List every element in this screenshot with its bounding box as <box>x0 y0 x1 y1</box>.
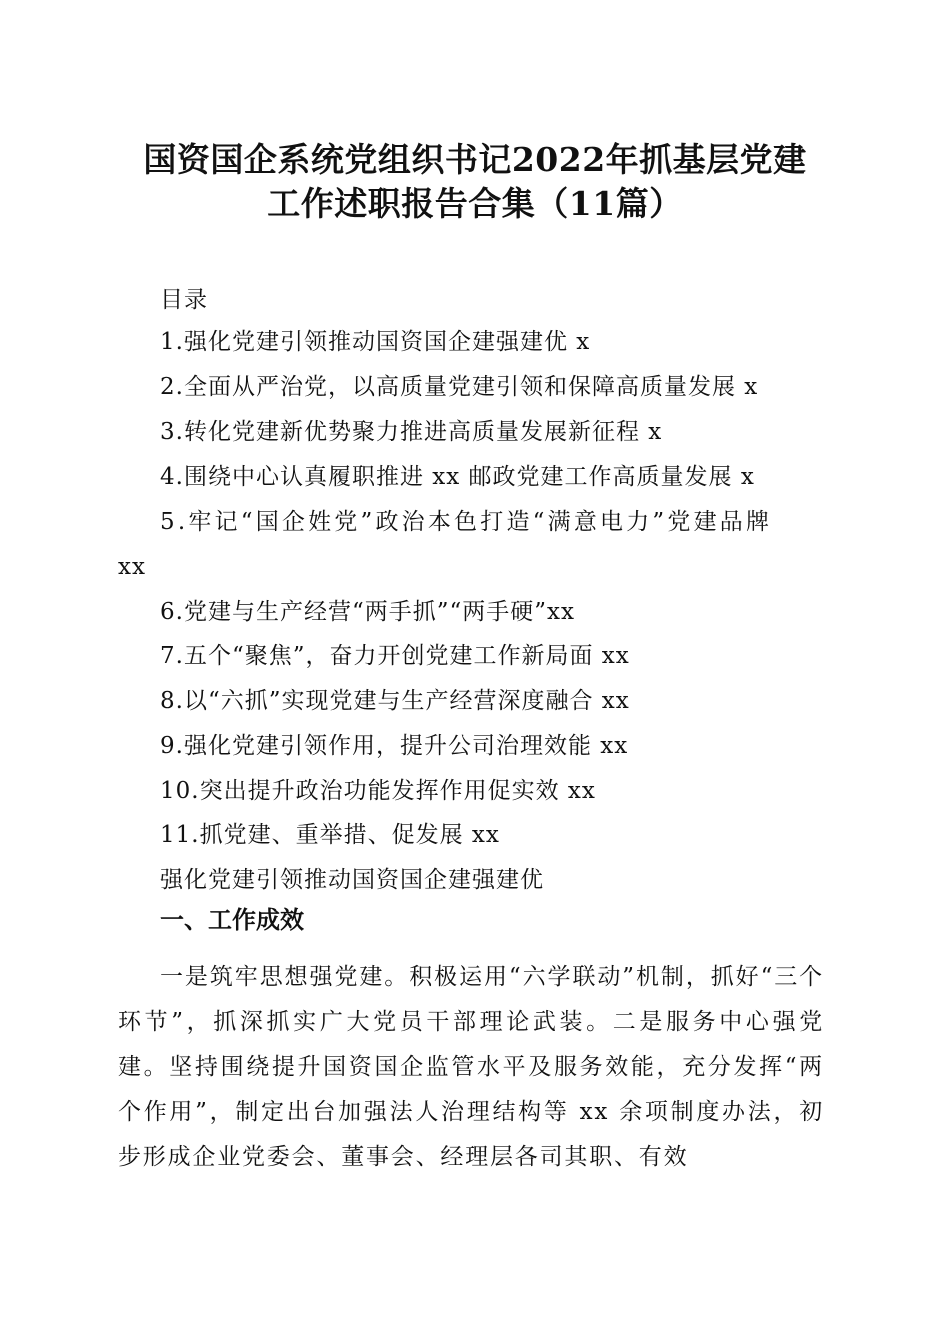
toc-heading: 目录 <box>160 287 208 313</box>
body-paragraph-block <box>118 955 824 1180</box>
section-heading: 一、工作成效 <box>160 906 304 934</box>
toc-item: 4.围绕中心认真履职推进 xx 邮政党建工作高质量发展 x <box>160 464 755 490</box>
document-title-line2: 工作述职报告合集（11篇） <box>267 184 683 223</box>
toc-item: 3.转化党建新优势聚力推进高质量发展新征程 x <box>160 419 663 445</box>
toc-item: 2.全面从严治党，以高质量党建引领和保障高质量发展 x <box>160 374 759 400</box>
document-title-line1: 国资国企系统党组织书记2022年抓基层党建 <box>143 140 807 179</box>
toc-item: 11.抓党建、重举措、促发展 xx <box>160 822 500 848</box>
toc-item: 6.党建与生产经营“两手抓”“两手硬”xx <box>160 599 575 625</box>
body-paragraph: 一是筑牢思想强党建。积极运用“六学联动”机制，抓好“三个环节”，抓深抓实广大党员干部理论武装。二是服务中心强党建。坚持围绕提升国资国企监管水平及服务效能，充分发挥“两个作用”，制定出台加强法人治理结构等 xx 余项制度办法，初步形成企业党委会、董事会、经理层各司其职、有效 <box>118 964 824 1170</box>
toc-item: 10.突出提升政治功能发挥作用促实效 xx <box>160 778 596 804</box>
toc-item: 8.以“六抓”实现党建与生产经营深度融合 xx <box>160 688 630 714</box>
toc-item: 1.强化党建引领推动国资国企建强建优 x <box>160 329 591 355</box>
toc-item: 9.强化党建引领作用，提升公司治理效能 xx <box>160 733 629 759</box>
toc-item-continuation: xx <box>118 554 146 580</box>
toc-item: 5.牢记“国企姓党”政治本色打造“满意电力”党建品牌 <box>160 509 773 535</box>
toc-item: 7.五个“聚焦”，奋力开创党建工作新局面 xx <box>160 643 630 669</box>
section-title: 强化党建引领推动国资国企建强建优 <box>160 867 544 893</box>
